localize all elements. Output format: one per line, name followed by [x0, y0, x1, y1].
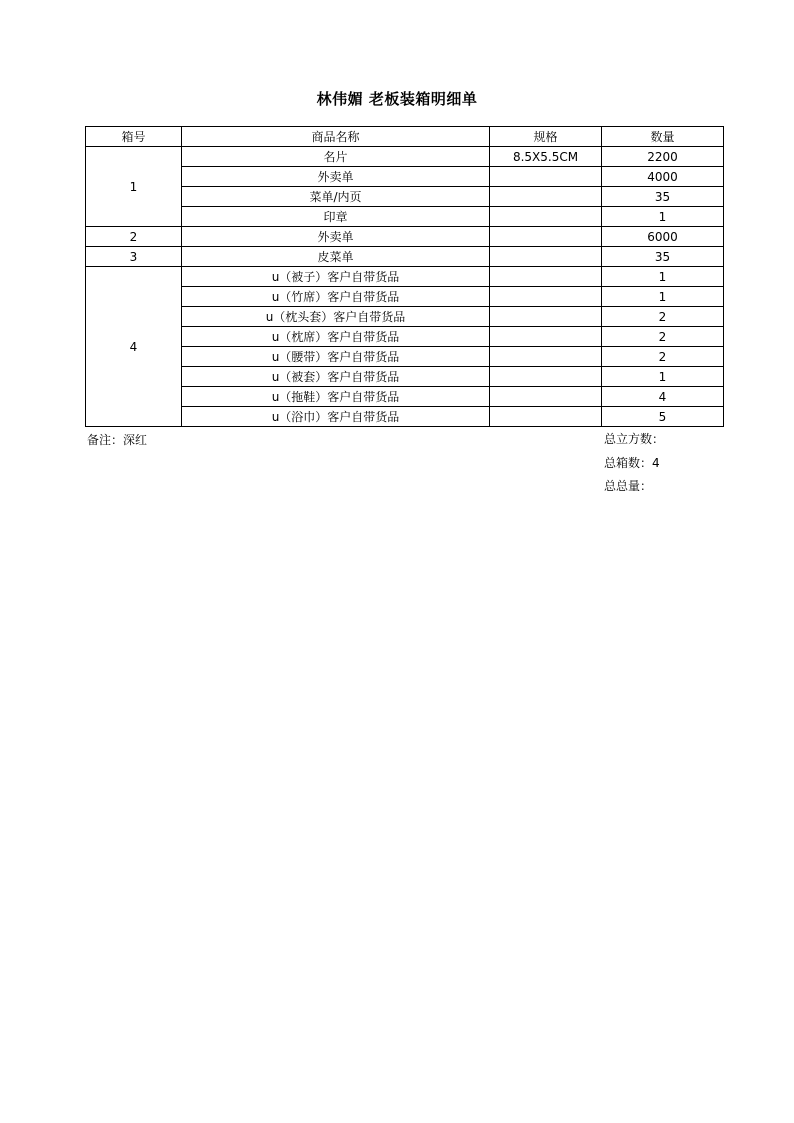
quantity-cell: 1 — [602, 367, 724, 387]
table-body — [86, 147, 724, 427]
header-product-name: 商品名称 — [182, 127, 490, 147]
product-name-cell: 外卖单 — [182, 227, 490, 247]
quantity-cell: 5 — [602, 407, 724, 427]
total-boxes-value: 4 — [652, 456, 660, 470]
spec-cell — [490, 207, 602, 227]
total-boxes-label: 总箱数： — [604, 456, 653, 470]
table-row — [86, 367, 724, 387]
box-number-cell: 3 — [86, 247, 182, 267]
box-number-cell: 2 — [86, 227, 182, 247]
spec-cell — [490, 347, 602, 367]
quantity-cell: 1 — [602, 207, 724, 227]
box-number-cell: 4 — [86, 267, 182, 427]
product-name-cell: u（枕席）客户自带货品 — [182, 327, 490, 347]
remark-value: 深红 — [123, 433, 148, 447]
spec-cell — [490, 187, 602, 207]
spec-cell — [490, 367, 602, 387]
quantity-cell: 2 — [602, 327, 724, 347]
table-row — [86, 407, 724, 427]
product-name-cell: u（枕头套）客户自带货品 — [182, 307, 490, 327]
table-row — [86, 247, 724, 267]
quantity-cell: 4000 — [602, 167, 724, 187]
table-header-row — [86, 127, 724, 147]
table-row — [86, 307, 724, 327]
spec-cell — [490, 247, 602, 267]
quantity-cell: 2 — [602, 307, 724, 327]
quantity-cell: 4 — [602, 387, 724, 407]
spec-cell — [490, 387, 602, 407]
total-weight — [604, 477, 652, 494]
product-name-cell: u（被套）客户自带货品 — [182, 367, 490, 387]
document-title: 林伟媚 老板装箱明细单 — [316, 90, 478, 108]
quantity-cell: 6000 — [602, 227, 724, 247]
product-name-cell: 印章 — [182, 207, 490, 227]
total-weight-label: 总总量： — [604, 479, 653, 493]
table-row — [86, 267, 724, 287]
product-name-cell: u（被子）客户自带货品 — [182, 267, 490, 287]
box-number-cell: 1 — [86, 147, 182, 227]
product-name-cell: 皮菜单 — [182, 247, 490, 267]
remark — [87, 431, 147, 448]
table-row — [86, 147, 724, 167]
spec-cell — [490, 267, 602, 287]
table-row — [86, 387, 724, 407]
spec-cell — [490, 327, 602, 347]
table-row — [86, 227, 724, 247]
spec-cell — [490, 167, 602, 187]
header-quantity: 数量 — [602, 127, 724, 147]
table-row — [86, 347, 724, 367]
product-name-cell: u（竹席）客户自带货品 — [182, 287, 490, 307]
total-volume-label: 总立方数： — [604, 432, 665, 446]
product-name-cell: u（腰带）客户自带货品 — [182, 347, 490, 367]
quantity-cell: 1 — [602, 267, 724, 287]
quantity-cell: 35 — [602, 247, 724, 267]
total-volume — [604, 430, 664, 447]
quantity-cell: 35 — [602, 187, 724, 207]
product-name-cell: u（拖鞋）客户自带货品 — [182, 387, 490, 407]
table-row — [86, 187, 724, 207]
product-name-cell: 名片 — [182, 147, 490, 167]
total-boxes — [604, 454, 660, 471]
quantity-cell: 2 — [602, 347, 724, 367]
spec-cell — [490, 287, 602, 307]
spec-cell — [490, 227, 602, 247]
table-row — [86, 207, 724, 227]
header-spec: 规格 — [490, 127, 602, 147]
quantity-cell: 1 — [602, 287, 724, 307]
product-name-cell: 菜单/内页 — [182, 187, 490, 207]
spec-cell — [490, 407, 602, 427]
spec-cell — [490, 307, 602, 327]
packing-list-table — [85, 126, 724, 427]
spec-cell: 8.5X5.5CM — [490, 147, 602, 167]
remark-label: 备注： — [87, 433, 124, 447]
product-name-cell: u（浴巾）客户自带货品 — [182, 407, 490, 427]
table-row — [86, 287, 724, 307]
product-name-cell: 外卖单 — [182, 167, 490, 187]
table-row — [86, 167, 724, 187]
quantity-cell: 2200 — [602, 147, 724, 167]
header-box-no: 箱号 — [86, 127, 182, 147]
table-row — [86, 327, 724, 347]
